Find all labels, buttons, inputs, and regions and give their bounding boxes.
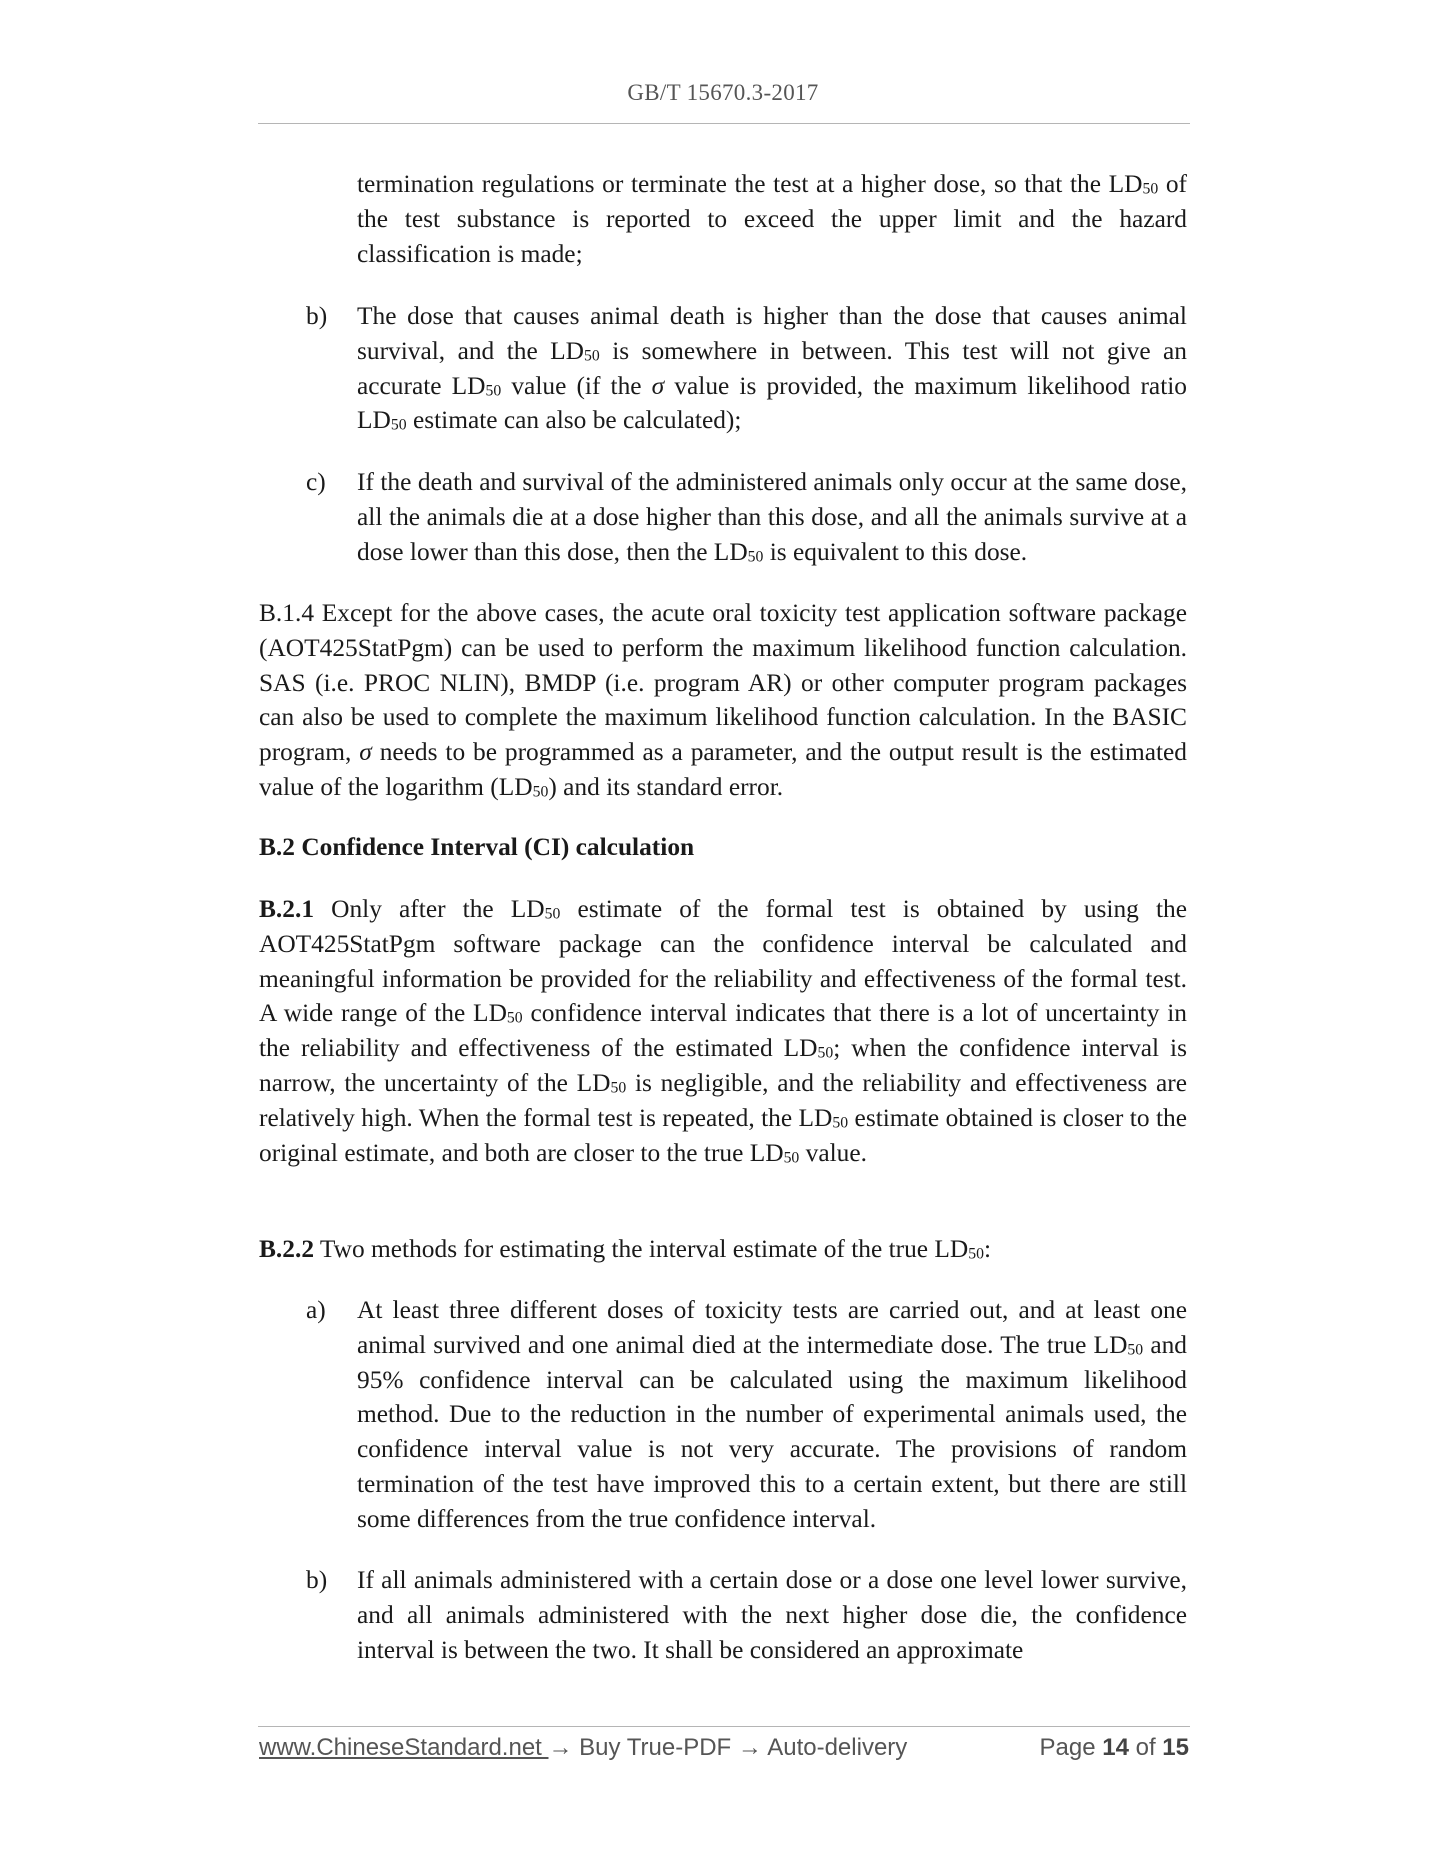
list-item-text: If the death and survival of the administered animals only occur at the same dose, all the animals die at a dose higher than this dose, and all the animals survive at a dose lower than this dose, then the $LD_{50}$ is equivalent to this dose. — [357, 468, 1187, 566]
item-a-continuation: termination regulations or terminate the test at a higher dose, so that the $LD_{50}$ of the test substance is reported to exceed the upper limit and the hazard classification is made; — [357, 170, 1187, 268]
list-item-label: b) — [306, 302, 328, 330]
paragraph-b-2-1: B.2.1 Only after the $LD_{50}$ estimate of the formal test is obtained by using the AOT425StatPgm software package can the confidence interval be calculated and meaningful information be provided for the reliability and effectiveness of the formal test. A wide range of the $LD_{50}$ confidence interval indicates that there is a lot of uncertainty in the reliability and effectiveness of the estimated $LD_{50}$; when the confidence interval is narrow, the uncertainty of the $LD_{50}$ is negligible, and the reliability and effectiveness are relatively high. When the formal test is repeated, the $LD_{50}$ estimate obtained is closer to the original estimate, and both are closer to the true $LD_{50}$ value. — [259, 895, 1188, 1167]
list-item-text: If all animals administered with a certain dose or a dose one level lower survive, and all animals administered with the next higher dose die, the confidence interval is between the two. It shall be considered an approximate — [357, 1566, 1187, 1664]
list-item-text: At least three different doses of toxicity tests are carried out, and at least one animal survived and one animal died at the intermediate dose. The true $LD_{50}$ and 95% confidence interval can be calculated using the maximum likelihood method. Due to the reduction in the number of experimental animals used, the confidence interval value is not very accurate. The provisions of random termination of the test have improved this to a certain extent, but there are still some differences from the true confidence interval. — [357, 1296, 1187, 1533]
document-header: GB/T 15670.3-2017 — [627, 80, 819, 105]
list-item-label: b) — [306, 1566, 328, 1594]
footer-links — [259, 1734, 907, 1762]
list-item-label: c) — [306, 468, 326, 496]
footer-divider — [258, 1726, 1190, 1727]
paragraph-b-2-2: B.2.2 Two methods for estimating the interval estimate of the true $LD_{50}$: — [259, 1235, 992, 1263]
header-divider — [258, 123, 1190, 124]
section-heading-b-2: B.2 Confidence Interval (CI) calculation — [259, 833, 695, 861]
paragraph-b-1-4: B.1.4 Except for the above cases, the acute oral toxicity test application software package (AOT425StatPgm) can be used to perform the maximum likelihood function calculation. SAS (i.e. PROC NLIN), BMDP (i.e. program AR) or other computer program packages can also be used to complete the maximum likelihood function calculation. In the BASIC program, σ needs to be programmed as a parameter, and the output result is the estimated value of the logarithm $(LD_{50})$ and its standard error. — [259, 599, 1188, 801]
page-number: Page 14 of 15 — [1039, 1734, 1189, 1761]
list-item-label: a) — [306, 1296, 326, 1324]
site-link[interactable]: www.ChineseStandard.net — [259, 1734, 549, 1761]
buy-pdf-text: Buy True-PDF — [572, 1734, 738, 1761]
list-item-text: The dose that causes animal death is higher than the dose that causes animal survival, and the $LD_{50}$ is somewhere in between. This test will not give an accurate $LD_{50}$ value (if the σ value is provided, the maximum likelihood ratio $LD_{50}$ estimate can also be calculated); — [357, 302, 1187, 435]
arrow-right-icon: → — [737, 1734, 762, 1761]
page-footer — [259, 1734, 1189, 1774]
auto-delivery-text: Auto-delivery — [761, 1734, 908, 1761]
arrow-right-icon: → — [548, 1734, 573, 1761]
